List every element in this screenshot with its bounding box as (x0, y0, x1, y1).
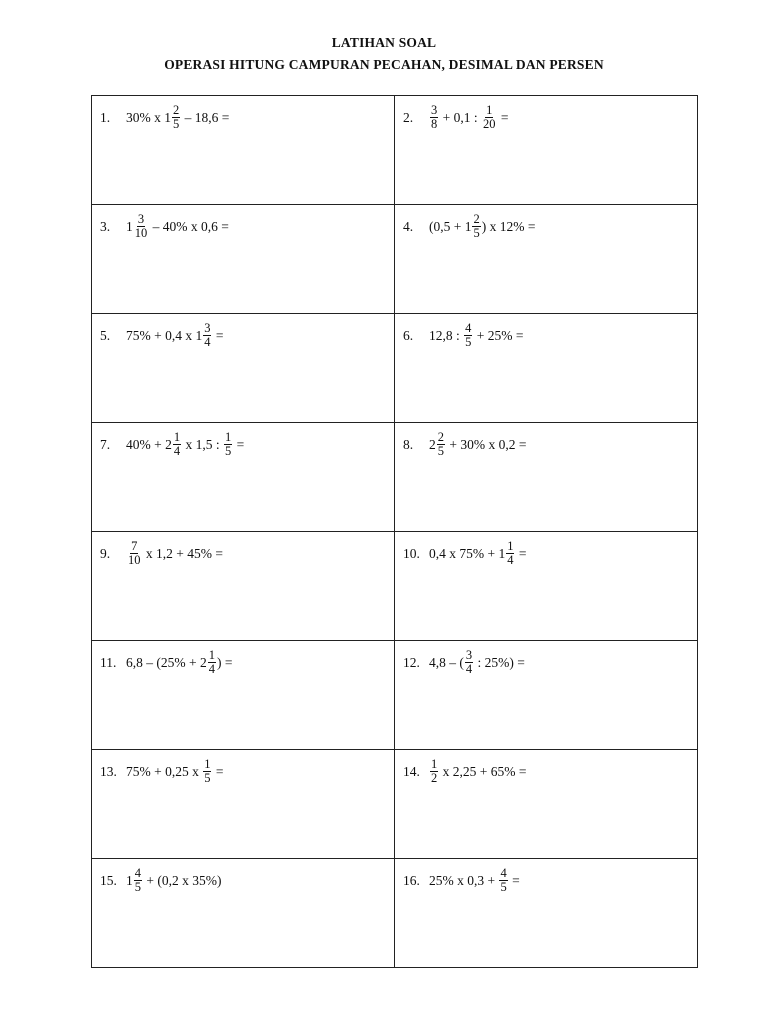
problem-number: 9. (100, 545, 111, 561)
fraction-whole: 2 (429, 436, 436, 452)
problem-number: 4. (403, 218, 414, 234)
fraction-denominator: 4 (208, 662, 215, 676)
fraction-numerator: 1 (431, 757, 438, 771)
fraction-denominator: 5 (225, 444, 232, 458)
problem-cell (92, 532, 395, 641)
expression-text: = (497, 109, 509, 125)
fraction-whole: 1 (464, 218, 472, 234)
answer-area (395, 314, 697, 422)
problem-row (92, 532, 698, 641)
problem-cell (395, 96, 698, 205)
problem-expression (403, 867, 520, 894)
expression-text: + 30% x 0,2 = (446, 436, 527, 452)
answer-area (395, 532, 697, 640)
expression-text: : 25%) = (474, 654, 525, 670)
expression-text: 75% + 0,25 x (126, 763, 203, 779)
fraction-denominator: 4 (173, 444, 181, 458)
fraction-stack (208, 649, 216, 676)
expression-text: ) = (216, 654, 233, 670)
fraction-stack (506, 540, 514, 567)
answer-area (92, 423, 394, 531)
problem-expression (100, 867, 221, 894)
mixed-number (164, 104, 181, 131)
answer-area (92, 96, 394, 204)
expression-text: = (212, 327, 224, 343)
problem-row (92, 859, 698, 968)
problem-expression (100, 104, 229, 131)
fraction-numerator: 3 (431, 103, 438, 117)
problem-grid (91, 95, 698, 968)
answer-area (92, 859, 394, 967)
fraction-stack (472, 213, 480, 240)
problem-number: 13. (100, 763, 117, 779)
problem-expression (403, 322, 524, 349)
fraction (464, 649, 474, 676)
problem-cell (92, 859, 395, 968)
fraction-numerator: 3 (137, 212, 145, 226)
problem-number: 7. (100, 436, 111, 452)
expression-text: x 1,5 : (182, 436, 223, 452)
fraction-stack (465, 649, 473, 676)
fraction-whole: 1 (498, 545, 506, 561)
fraction-whole: 1 (126, 872, 133, 888)
problem-cell (92, 423, 395, 532)
answer-area (395, 641, 697, 749)
fraction-numerator: 4 (465, 321, 472, 335)
fraction-denominator: 10 (128, 553, 141, 567)
problem-cell (395, 205, 698, 314)
fraction (481, 104, 498, 131)
fraction (498, 867, 508, 894)
fraction (202, 758, 212, 785)
expression-text: = (233, 436, 245, 452)
fraction-numerator: 7 (131, 539, 138, 553)
fraction-numerator: 1 (208, 648, 215, 662)
fraction-denominator: 5 (173, 117, 180, 131)
fraction-stack (203, 758, 211, 785)
fraction-stack (482, 104, 497, 131)
problem-row (92, 641, 698, 750)
mixed-number (498, 540, 515, 567)
mixed-number (126, 213, 149, 240)
fraction-stack (203, 322, 211, 349)
answer-area (92, 750, 394, 858)
fraction-stack (499, 867, 507, 894)
fraction-numerator: 4 (134, 866, 141, 880)
fraction-denominator: 4 (204, 335, 211, 349)
fraction-numerator: 1 (204, 757, 211, 771)
fraction-whole: 2 (165, 436, 172, 452)
fraction-numerator: 3 (465, 648, 473, 662)
fraction-stack (224, 431, 232, 458)
fraction-numerator: 2 (173, 103, 180, 117)
problem-number: 6. (403, 327, 414, 343)
fraction-denominator: 10 (134, 226, 148, 240)
mixed-number (165, 431, 182, 458)
fraction-numerator: 2 (437, 430, 444, 444)
problem-cell (395, 532, 698, 641)
mixed-number (429, 431, 446, 458)
fraction-whole: 2 (199, 654, 207, 670)
fraction-numerator: 2 (473, 212, 480, 226)
answer-area (92, 205, 394, 313)
problem-number: 15. (100, 872, 117, 888)
expression-text: 40% + (126, 436, 166, 452)
expression-text: 12,8 : (429, 327, 464, 343)
fraction (126, 540, 143, 567)
expression-text: = (212, 763, 224, 779)
fraction-stack (127, 540, 142, 567)
problem-expression (403, 104, 509, 131)
fraction-denominator: 5 (134, 880, 141, 894)
expression-text: 25% x 0,3 + (429, 872, 499, 888)
problem-number: 8. (403, 436, 414, 452)
fraction-denominator: 8 (431, 117, 438, 131)
fraction-stack (134, 867, 142, 894)
fraction-stack (437, 431, 445, 458)
fraction-numerator: 1 (173, 430, 181, 444)
problem-cell (92, 750, 395, 859)
fraction-denominator: 20 (483, 117, 496, 131)
problem-cell (92, 314, 395, 423)
expression-text: + 0,1 : (439, 109, 481, 125)
fraction (463, 322, 473, 349)
fraction-denominator: 2 (431, 771, 438, 785)
fraction (429, 104, 439, 131)
problem-row (92, 205, 698, 314)
answer-area (395, 96, 697, 204)
fraction-stack (173, 431, 181, 458)
expression-text: ) x 12% = (481, 218, 536, 234)
problem-expression (100, 540, 223, 567)
fraction-denominator: 5 (437, 444, 444, 458)
expression-text: 0,4 x 75% + (429, 545, 499, 561)
fraction-stack (430, 104, 438, 131)
problem-cell (395, 423, 698, 532)
expression-text: – 18,6 = (181, 109, 230, 125)
problem-cell (92, 641, 395, 750)
expression-text: + 25% = (473, 327, 524, 343)
problem-row (92, 314, 698, 423)
fraction-whole: 1 (126, 218, 133, 234)
mixed-number (126, 867, 143, 894)
fraction-stack (134, 213, 149, 240)
expression-text: = (508, 872, 520, 888)
problem-cell (395, 859, 698, 968)
page-subtitle: OPERASI HITUNG CAMPURAN PECAHAN, DESIMAL DAN PERSEN (164, 57, 604, 72)
problem-cell (92, 205, 395, 314)
fraction-denominator: 5 (204, 771, 211, 785)
answer-area (92, 314, 394, 422)
fraction-stack (464, 322, 472, 349)
problem-number: 11. (100, 654, 117, 670)
expression-text: 4,8 – ( (429, 654, 464, 670)
answer-area (395, 423, 697, 531)
answer-area (92, 532, 394, 640)
fraction-denominator: 4 (507, 553, 514, 567)
answer-area (92, 641, 394, 749)
fraction-denominator: 5 (473, 226, 480, 240)
problem-cell (92, 96, 395, 205)
fraction-numerator: 4 (500, 866, 507, 880)
fraction-stack (172, 104, 180, 131)
fraction-numerator: 1 (225, 430, 232, 444)
problem-expression (100, 213, 229, 240)
problem-number: 1. (100, 109, 111, 125)
problem-expression (100, 758, 223, 785)
problem-expression (403, 649, 525, 676)
fraction (223, 431, 233, 458)
fraction (429, 758, 439, 785)
problem-number: 14. (403, 763, 420, 779)
problem-expression (403, 213, 535, 240)
problem-expression (100, 322, 223, 349)
problem-number: 5. (100, 327, 111, 343)
answer-area (395, 750, 697, 858)
expression-text: (0,5 + (429, 218, 465, 234)
fraction-whole: 1 (164, 109, 171, 125)
problem-expression (403, 431, 526, 458)
expression-text: = (515, 545, 527, 561)
page-title: LATIHAN SOAL (331, 35, 437, 50)
problem-expression (403, 758, 526, 785)
problem-expression (100, 649, 232, 676)
problem-number: 3. (100, 218, 111, 234)
expression-text: 6,8 – (25% + (126, 654, 200, 670)
problem-expression (403, 540, 526, 567)
fraction-whole: 1 (195, 327, 203, 343)
expression-text: 30% x (126, 109, 165, 125)
problem-row (92, 750, 698, 859)
expression-text: x 2,25 + 65% = (439, 763, 527, 779)
mixed-number (465, 213, 482, 240)
problem-grid-body (92, 96, 698, 968)
fraction-denominator: 5 (465, 335, 472, 349)
answer-area (395, 205, 697, 313)
problem-cell (395, 750, 698, 859)
fraction-stack (430, 758, 438, 785)
fraction-denominator: 4 (465, 662, 473, 676)
problem-expression (100, 431, 244, 458)
mixed-number (200, 649, 217, 676)
expression-text: x 1,2 + 45% = (142, 545, 223, 561)
problem-row (92, 96, 698, 205)
mixed-number (195, 322, 212, 349)
problem-cell (395, 641, 698, 750)
problem-number: 12. (403, 654, 420, 670)
answer-area (395, 859, 697, 967)
problem-number: 10. (403, 545, 420, 561)
fraction-numerator: 1 (507, 539, 514, 553)
expression-text: + (0,2 x 35%) (143, 872, 222, 888)
problem-cell (395, 314, 698, 423)
fraction-numerator: 1 (486, 103, 493, 117)
fraction-denominator: 5 (500, 880, 507, 894)
problem-row (92, 423, 698, 532)
expression-text: – 40% x 0,6 = (149, 218, 229, 234)
problem-number: 16. (403, 872, 420, 888)
fraction-numerator: 3 (204, 321, 211, 335)
problem-number: 2. (403, 109, 414, 125)
expression-text: 75% + 0,4 x (126, 327, 196, 343)
